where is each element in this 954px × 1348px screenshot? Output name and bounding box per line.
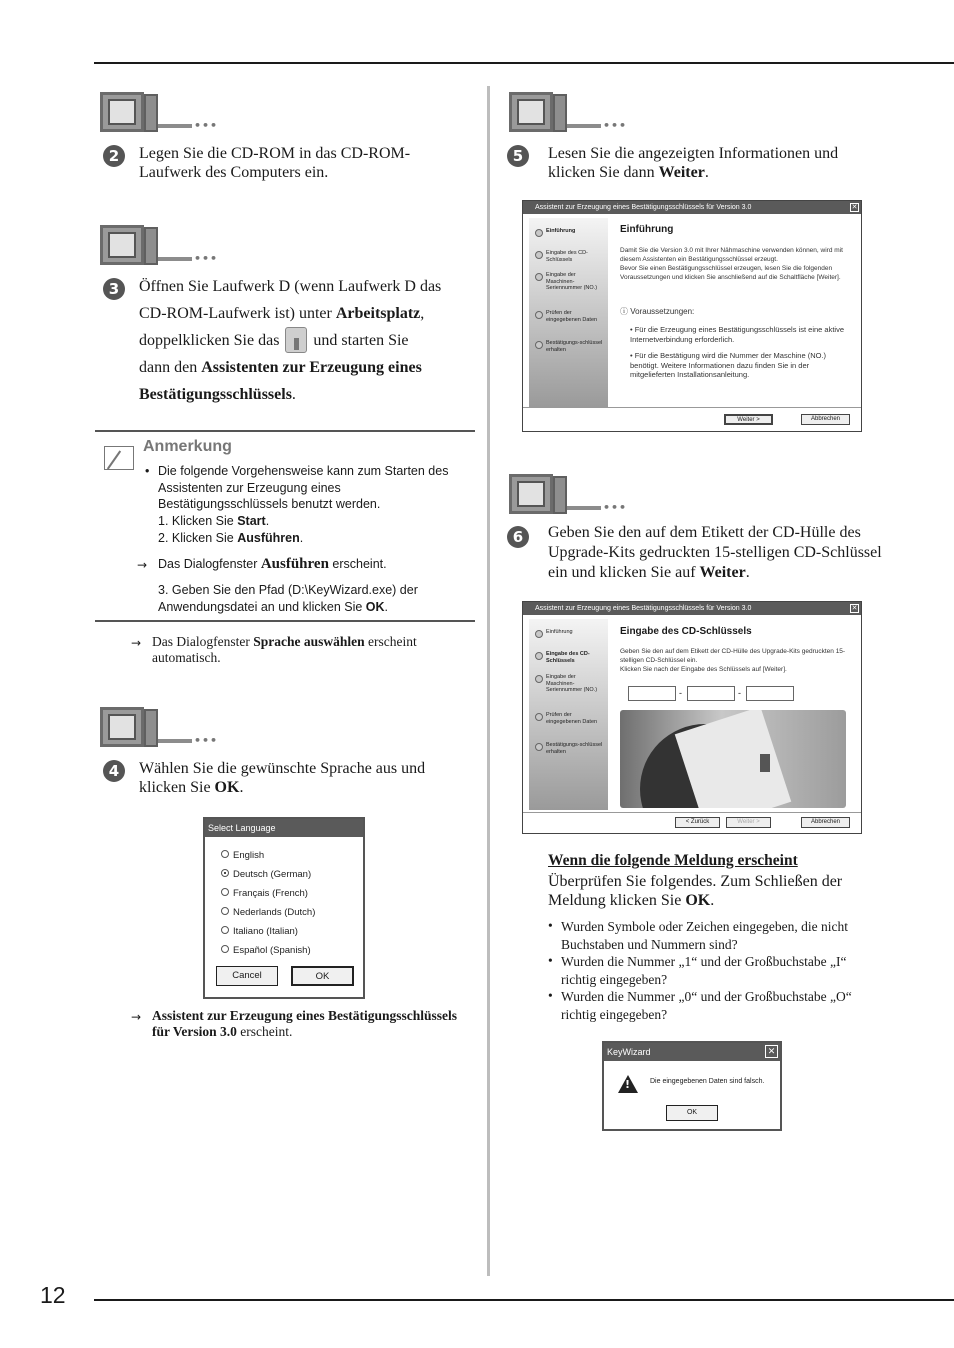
intro-paragraph-2: Bevor Sie einen Bestätigungsschlüssel erzeugen, lesen Sie die folgenden Voraussetzungen und klicken Sie anschließend auf die Schaltfläche [Weiter].: [620, 265, 841, 281]
after-note-text: Das Dialogfenster Sprache auswählen erscheint automatisch.: [152, 634, 417, 665]
next-button[interactable]: Weiter >: [726, 817, 771, 828]
radio-icon: [221, 888, 229, 896]
arrow-down-icon: [760, 754, 770, 772]
cd-paragraph-2: Klicken Sie nach der Eingabe des Schlüssels auf [Weiter].: [620, 666, 787, 673]
message-heading: Wenn die folgende Meldung erscheint: [548, 852, 798, 869]
radio-icon: [221, 850, 229, 858]
cd-key-field-1[interactable]: [628, 686, 676, 701]
close-icon[interactable]: ✕: [765, 1045, 778, 1058]
back-button[interactable]: < Zurück: [675, 817, 720, 828]
cd-key-field-2[interactable]: [687, 686, 735, 701]
language-option-english[interactable]: English: [221, 850, 264, 861]
step-number-4: 4: [103, 760, 125, 782]
note-bullet-icon: •: [145, 464, 150, 478]
arrow-icon: →: [131, 636, 142, 650]
select-language-dialog: [203, 817, 365, 999]
bullet-icon: •: [548, 988, 553, 1003]
step3-text: Öffnen Sie Laufwerk D (wenn Laufwerk D das CD-ROM-Laufwerk ist) unter Arbeitsplatz, doppelklicken Sie das und starten Sie dann den Assistenten zur Erzeugung eines Bestätigungsschlüssels.: [139, 278, 442, 403]
wizard-footer-divider: [523, 812, 861, 813]
bullet-icon: •: [548, 918, 553, 933]
note-item-1: 1. Klicken Sie Start.: [158, 514, 270, 528]
message-bullet-2: Wurden die Nummer „1“ und der Großbuchstabe „I“ richtig eingegeben?: [561, 954, 847, 987]
cancel-button[interactable]: Abbrechen: [801, 414, 850, 425]
note-item-2: 2. Klicken Sie Ausführen.: [158, 531, 304, 545]
intro-paragraph-1: Damit Sie die Version 3.0 mit Ihrer Nähmaschine verwenden können, wird mit diesem Assistenten ein Bestätigungsschlüssel erzeugt.: [620, 247, 843, 263]
language-option-dutch[interactable]: Nederlands (Dutch): [221, 907, 315, 918]
close-icon[interactable]: ✕: [851, 204, 858, 211]
computer-icon: •••: [100, 707, 216, 747]
dialog-title: KeyWizard ✕: [604, 1043, 780, 1061]
step-number-2: 2: [103, 145, 125, 167]
note-top-rule: [95, 430, 475, 432]
note-bullet-text: Die folgende Vorgehensweise kann zum Starten des Assistenten zur Erzeugung eines Bestätigungsschlüssels benutzt werden.: [158, 464, 449, 511]
page-number: 12: [40, 1282, 66, 1308]
wizard-step-check: Prüfen der eingegebenen Daten: [533, 310, 603, 323]
wizard-footer-divider: [523, 407, 861, 408]
cancel-button[interactable]: Cancel: [216, 966, 278, 986]
page-heading: Einführung: [620, 224, 674, 235]
info-icon: ⓘ: [620, 307, 628, 316]
wizard-step-cd-key: Eingabe des CD-Schlüssels: [533, 651, 603, 664]
wizard-step-receive: Bestätigungs-schlüssel erhalten: [533, 742, 603, 755]
message-bullet-3: Wurden die Nummer „0“ und der Großbuchstabe „O“ richtig eingegeben?: [561, 989, 852, 1022]
language-option-italian[interactable]: Italiano (Italian): [221, 926, 298, 937]
wizard-step-serial: Eingabe der Maschinen-Seriennummer (NO.): [533, 272, 603, 292]
error-message: Die eingegebenen Daten sind falsch.: [650, 1078, 765, 1085]
wizard-title: Assistent zur Erzeugung eines Bestätigungsschlüssels für Version 3.0 ✕: [523, 201, 861, 214]
radio-icon: [221, 945, 229, 953]
bullet-icon: •: [548, 953, 553, 968]
language-option-spanish[interactable]: Español (Spanish): [221, 945, 311, 956]
step4-text: Wählen Sie die gewünschte Sprache aus und klicken Sie OK.: [139, 760, 426, 796]
arrow-icon: →: [131, 1010, 142, 1024]
key-wizard-icon: [285, 327, 307, 353]
warning-icon: [618, 1075, 638, 1093]
note-pencil-icon: [104, 446, 134, 470]
computer-icon: •••: [100, 225, 216, 265]
bottom-rule: [94, 1299, 954, 1301]
cd-key-dash: -: [738, 688, 741, 698]
column-divider: [487, 86, 490, 1276]
language-option-french[interactable]: Français (French): [221, 888, 308, 899]
cd-paragraph-1: Geben Sie den auf dem Etikett der CD-Hülle des Upgrade-Kits gedruckten 15-stelligen CD-Schlüssel ein.: [620, 648, 846, 664]
ok-button[interactable]: OK: [666, 1105, 718, 1121]
after-step4-text: Assistent zur Erzeugung eines Bestätigungsschlüssels für Version 3.0 erscheint.: [152, 1008, 458, 1039]
keywizard-error-dialog: [602, 1041, 782, 1131]
radio-icon: [221, 926, 229, 934]
cd-key-dash: -: [679, 688, 682, 698]
step-number-6: 6: [507, 526, 529, 548]
wizard-step-cd-key: Eingabe des CD-Schlüssels: [533, 250, 603, 263]
step2-text: Legen Sie die CD-ROM in das CD-ROM-Laufwerk des Computers ein.: [139, 145, 411, 181]
cd-case-illustration: [620, 710, 846, 808]
step5-text: Lesen Sie die angezeigten Informationen und klicken Sie dann Weiter.: [548, 145, 839, 181]
requirement-2: • Für die Bestätigung wird die Nummer der Maschine (NO.) benötigt. Weitere Informationen dazu finden Sie in der mitgelieferten Installationsanleitung.: [630, 351, 827, 379]
top-rule: [94, 62, 954, 64]
note-item-3: 3. Geben Sie den Pfad (D:\KeyWizard.exe) der Anwendungsdatei an und klicken Sie OK.: [158, 583, 418, 614]
step-number-5: 5: [507, 145, 529, 167]
computer-icon: •••: [509, 92, 625, 132]
note-bottom-rule: [95, 620, 475, 622]
next-button[interactable]: Weiter >: [724, 414, 773, 425]
requirement-1: • Für die Erzeugung eines Bestätigungsschlüssels ist eine aktive Internetverbindung erforderlich.: [630, 325, 845, 344]
computer-icon: •••: [509, 474, 625, 514]
message-bullet-1: Wurden Symbole oder Zeichen eingegeben, die nicht Buchstaben und Nummern sind?: [561, 919, 848, 952]
note-result: Das Dialogfenster Ausführen erscheint.: [158, 556, 387, 572]
wizard-cd-key-dialog: [522, 601, 862, 834]
wizard-step-intro: Einführung: [533, 228, 603, 235]
requirements-title: ⓘ Voraussetzungen:: [620, 307, 695, 316]
wizard-title: Assistent zur Erzeugung eines Bestätigungsschlüssels für Version 3.0 ✕: [523, 602, 861, 615]
page-heading: Eingabe des CD-Schlüssels: [620, 626, 752, 637]
message-intro: Überprüfen Sie folgendes. Zum Schließen der Meldung klicken Sie OK.: [548, 873, 843, 909]
note-title: Anmerkung: [143, 438, 232, 455]
dialog-title: Select Language: [205, 819, 363, 837]
wizard-step-check: Prüfen der eingegebenen Daten: [533, 712, 603, 725]
language-option-german[interactable]: Deutsch (German): [221, 869, 311, 880]
wizard-step-intro: Einführung: [533, 629, 603, 636]
cancel-button[interactable]: Abbrechen: [801, 817, 850, 828]
wizard-intro-dialog: [522, 200, 862, 432]
radio-selected-icon: [221, 869, 229, 877]
wizard-step-receive: Bestätigungs-schlüssel erhalten: [533, 340, 603, 353]
arrow-icon: →: [137, 558, 148, 572]
close-icon[interactable]: ✕: [851, 605, 858, 612]
step6-text: Geben Sie den auf dem Etikett der CD-Hülle des Upgrade-Kits gedruckten 15-stelligen CD-Schlüssel ein und klicken Sie auf Weiter.: [548, 524, 882, 581]
radio-icon: [221, 907, 229, 915]
wizard-step-serial: Eingabe der Maschinen-Seriennummer (NO.): [533, 674, 603, 694]
cd-key-field-3[interactable]: [746, 686, 794, 701]
computer-icon: •••: [100, 92, 216, 132]
step-number-3: 3: [103, 278, 125, 300]
ok-button[interactable]: OK: [291, 966, 354, 986]
